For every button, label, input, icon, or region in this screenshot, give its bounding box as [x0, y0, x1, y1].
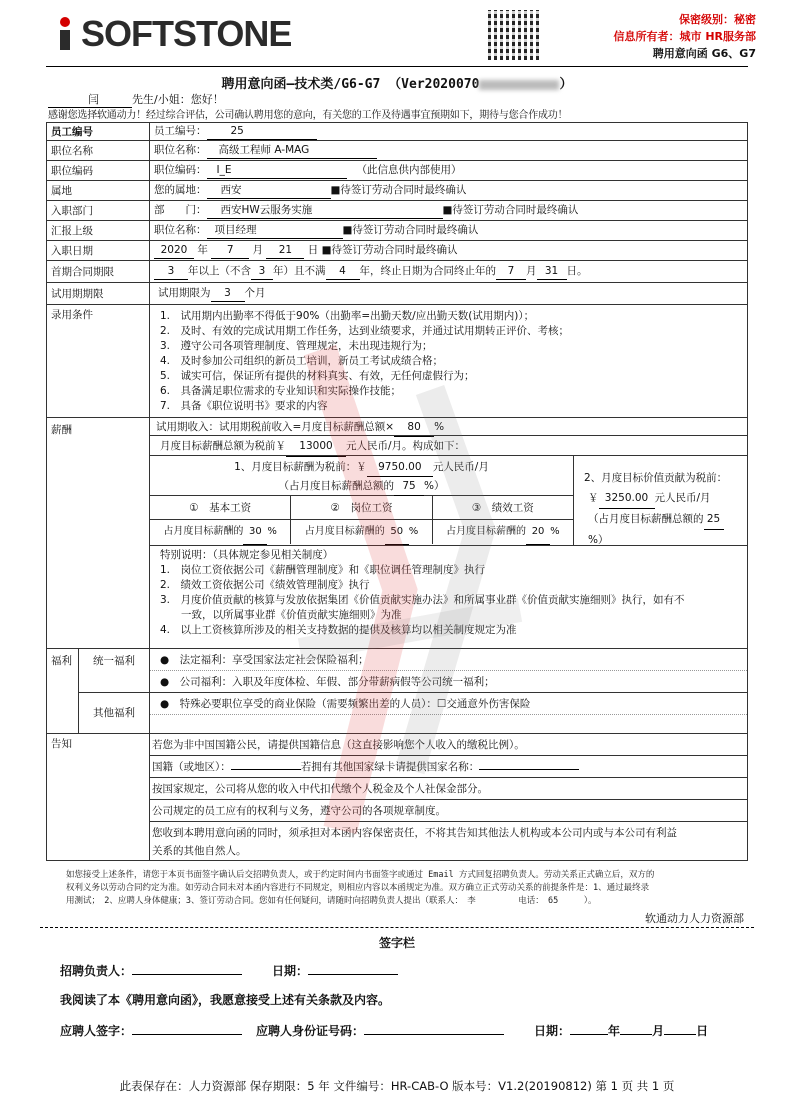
month-field[interactable] — [620, 1034, 652, 1035]
label: 试用期期限 — [47, 283, 150, 305]
condition-item: 7. 具备《职位说明书》要求的内容 — [160, 399, 328, 412]
note-item: 3. 月度价值贡献的核算与发放依据集团《价值贡献实施办法》和所属事业群《价值贡献实施细则》执行，如有不 — [160, 594, 685, 606]
pct: % — [408, 526, 419, 537]
title-text: 聘用意向函—技术类/G6-G7 （Ver2020070 — [221, 77, 480, 92]
page-title — [0, 73, 794, 92]
text: % — [434, 421, 445, 433]
salary-cell — [150, 418, 748, 649]
label: 告知 — [47, 734, 150, 861]
note-item: 1. 岗位工资依据公司《薪酬管理制度》和《职位调任管理制度》执行 — [160, 564, 486, 576]
benefit-row — [150, 693, 747, 715]
monthly-value: 13000 — [286, 436, 346, 457]
recruiter-field[interactable] — [132, 974, 242, 975]
security-label: 保密级别： — [679, 13, 734, 26]
notes-title: 特别说明：（具体规定参见相关制度） — [160, 549, 334, 561]
c3-value: 20 — [526, 520, 550, 545]
notice-confidentiality — [150, 822, 747, 860]
label: 职位名称 — [47, 141, 150, 161]
offer-table — [46, 122, 748, 861]
pos-code-value: I_E — [207, 162, 347, 179]
text: 年以上（不含 — [188, 265, 251, 277]
logo-text: SOFTSTONE — [81, 13, 292, 54]
text: 日 — [696, 1024, 709, 1038]
label: 职位编码 — [47, 161, 150, 181]
text: 日。 — [566, 265, 588, 277]
value: 31 — [537, 263, 567, 280]
doc-kind: 聘用意向函 G6、G7 — [652, 47, 756, 60]
location-value: 西安 — [207, 182, 331, 199]
page-footer: 此表保存在：人力资源部 保存期限：5 年 文件编号：HR-CAB-O 版本号：V1.2(20190812) 第 1 页 共 1 页 — [119, 1079, 675, 1093]
text: 元人民币/月。构成如下： — [346, 440, 466, 452]
text: 元人民币/月 — [654, 492, 711, 504]
trial-income — [150, 418, 747, 436]
security-value: 秘密 — [734, 13, 756, 26]
notice-item: 关系的其他自然人。 — [152, 845, 247, 857]
text: 应聘人签字： — [60, 1024, 133, 1038]
notice-row — [150, 756, 747, 778]
note: ■待签订劳动合同时最终确认 — [330, 184, 467, 196]
month-label: 月 — [252, 244, 264, 256]
id-number-field[interactable] — [364, 1034, 504, 1035]
field: 职位编码： — [154, 164, 207, 176]
value: 4 — [326, 263, 360, 280]
condition-item: 4. 及时参加公司组织的新员工培训，新员工考试成绩合格； — [160, 354, 444, 367]
notice-item: 按国家规定，公司将从您的收入中代扣代缴个人税金及个人社保金部分。 — [150, 778, 747, 800]
text: 月度目标薪酬总额为税前￥ — [160, 440, 286, 452]
salutation: 先生/小姐：您好！ — [132, 93, 224, 106]
component-shares — [150, 520, 573, 544]
label: 福利 — [47, 649, 79, 733]
text: 元人民币/月 — [432, 461, 489, 473]
notice-item: 公司规定的员工应有的权利与义务，遵守公司的各项规章制度。 — [150, 800, 747, 822]
benefit-item: 法定福利：享受国家法定社会保险福利； — [179, 654, 369, 666]
label: 入职部门 — [47, 201, 150, 221]
bullet-icon: ● — [160, 698, 170, 710]
field: 部 门： — [154, 204, 207, 216]
label: 薪酬 — [47, 418, 150, 649]
text: 月 — [652, 1024, 665, 1038]
text: 应聘人身份证号码： — [256, 1024, 365, 1038]
note: （此信息供内部使用） — [356, 164, 462, 176]
text: 日期： — [272, 964, 309, 978]
label: 属地 — [47, 181, 150, 201]
text: 年）且不满 — [273, 265, 326, 277]
fine-line: 如您接受上述条件，请您于本页书面签字确认后交招聘负责人，或于约定时间内书面签字或通过 Email 方式回复招聘负责人。劳动关系正式确立后，双方的 — [66, 870, 655, 880]
bullet-icon: ● — [160, 676, 170, 688]
label: 入职日期 — [47, 241, 150, 261]
p1-share: 75 — [394, 477, 424, 496]
p2-value: 3250.00 — [599, 488, 655, 509]
value-cell — [150, 201, 748, 221]
text: 占月度目标薪酬的 — [163, 526, 244, 537]
condition-item: 3. 遵守公司各项管理制度、管理规定，未出现违规行为； — [160, 339, 433, 352]
header-rule — [46, 66, 748, 67]
condition-item: 1. 试用期内出勤率不得低于90%（出勤率=出勤天数/应出勤天数(试用期内)）； — [160, 309, 535, 322]
row-dept — [47, 201, 748, 221]
text: %） — [424, 480, 445, 492]
row-benefit — [47, 649, 748, 734]
c1-value: 30 — [243, 520, 267, 545]
text: 试用期收入：试用期税前收入=月度目标薪酬总额× — [156, 421, 395, 433]
benefit-item: 特殊必要职位享受的商业保险（需要频繁出差的人员）：☐交通意外伤害保险 — [179, 698, 531, 710]
group-unified: 统一福利 — [79, 649, 149, 693]
applicant-row — [60, 1022, 708, 1039]
candidate-name: 闫 — [48, 91, 132, 108]
field: 职位名称： — [154, 144, 207, 156]
text: 若拥有其他国家绿卡请提供国家名称： — [300, 761, 480, 773]
value-cell — [150, 221, 748, 241]
value-cell — [150, 161, 748, 181]
label: 汇报上级 — [47, 221, 150, 241]
benefit-labels — [47, 649, 149, 733]
fine-line: 用测试； 2、应聘人身体健康；3、签订劳动合同。您如有任何疑问，请随时向招聘负责人提出（联系人： 李 电话： 65 ）。 — [66, 896, 597, 906]
salary-notes — [150, 546, 747, 638]
day-label: 日 — [307, 244, 319, 256]
perf-share — [433, 520, 573, 544]
row-report — [47, 221, 748, 241]
salary-breakdown — [150, 456, 747, 546]
text: 年 — [608, 1024, 621, 1038]
row-contract — [47, 261, 748, 283]
value-cell — [150, 283, 748, 305]
text: 日期： — [534, 1024, 571, 1038]
nationality-field[interactable] — [231, 769, 301, 770]
security-level — [679, 12, 756, 28]
confirm-text: 我阅读了本《聘用意向函》，我愿意接受上述有关条款及内容。 — [60, 993, 391, 1007]
components — [150, 496, 573, 520]
recruiter-date-field[interactable] — [308, 974, 398, 975]
value-cell — [150, 241, 748, 261]
trial-months: 3 — [211, 285, 245, 302]
note: ■待签订劳动合同时最终确认 — [321, 244, 458, 256]
label: 录用条件 — [47, 305, 150, 418]
value: 3 — [251, 263, 273, 280]
dept-value: 西安HW云服务实施 — [207, 202, 443, 219]
value-cell — [150, 261, 748, 283]
field: 员工编号： — [154, 125, 207, 137]
benefit-row — [150, 671, 747, 693]
value: 7 — [496, 263, 526, 280]
emp-no-value: 25 — [207, 123, 317, 140]
value-contribution — [574, 456, 747, 545]
row-pos-name — [47, 141, 748, 161]
conditions-list — [150, 305, 748, 418]
hr-dept-sign: 软通动力人力资源部 — [645, 912, 744, 925]
day-field[interactable] — [664, 1034, 696, 1035]
row-emp-no — [47, 123, 748, 141]
month: 7 — [211, 242, 249, 259]
note-item: 2. 绩效工资依据公司《绩效管理制度》执行 — [160, 579, 370, 591]
value-cell — [150, 123, 748, 141]
base-share — [150, 520, 291, 544]
value: 3 — [154, 263, 188, 280]
text: 国籍（或地区）： — [152, 761, 231, 773]
condition-item: 2. 及时、有效的完成试用期工作任务，达到业绩要求，并通过试用期转正评价、考核； — [160, 324, 570, 337]
text: 占月度目标薪酬的 — [446, 526, 527, 537]
owner-label: 信息所有者： — [613, 30, 680, 43]
post-pay: ② 岗位工资 — [291, 496, 432, 519]
sign-divider — [40, 927, 754, 928]
year: 2020 — [154, 242, 194, 259]
base-pay: ① 基本工资 — [150, 496, 291, 519]
target-pay-head — [150, 456, 573, 496]
monthly-total — [150, 436, 747, 456]
text: （占月度目标薪酬总额的 — [588, 513, 704, 525]
row-conditions — [47, 305, 748, 418]
notice-item: 您收到本聘用意向函的同时，须承担对本函内容保密责任，不将其告知其他法人机构或本公司内或与本公司有利益 — [152, 827, 677, 839]
sign-title: 签字栏 — [378, 936, 415, 950]
label: 首期合同期限 — [47, 261, 150, 283]
bullet-icon: ● — [160, 654, 170, 666]
target-pay — [150, 456, 574, 545]
p2-share: 25 — [704, 509, 724, 530]
value-cell — [150, 181, 748, 201]
year-label: 年 — [197, 244, 208, 256]
value-cell — [150, 141, 748, 161]
applicant-sign-field[interactable] — [132, 1034, 242, 1035]
note-item: 一致，以所属事业群《价值贡献实施细则》为准 — [160, 609, 402, 621]
report-value: 项目经理 — [207, 222, 343, 239]
qr-code-overlay — [488, 10, 540, 60]
row-trial — [47, 283, 748, 305]
logo-mark-icon — [55, 16, 81, 52]
owner-value: 城市 HR服务部 — [679, 30, 756, 43]
note: ■待签订劳动合同时最终确认 — [342, 224, 479, 236]
field: 您的属地： — [154, 184, 207, 196]
company-logo — [55, 13, 292, 54]
redacted — [479, 80, 559, 90]
notice-item: 若您为非中国国籍公民，请提供国籍信息（这直接影响您个人收入的缴税比例）。 — [150, 734, 747, 756]
p2-title: 2、月度目标价值贡献为税前： — [584, 472, 728, 484]
trial-pct: 80 — [394, 418, 434, 437]
info-owner — [613, 29, 756, 45]
c2-value: 50 — [385, 520, 409, 545]
year-field[interactable] — [570, 1034, 608, 1035]
fine-print — [66, 869, 746, 908]
benefit-row — [150, 649, 747, 671]
row-notice — [47, 734, 748, 861]
text: 占月度目标薪酬的 — [304, 526, 385, 537]
group-other: 其他福利 — [93, 707, 135, 719]
field: 职位名称： — [154, 224, 207, 236]
benefit-label-cell — [47, 649, 150, 734]
pos-name-value: 高级工程师 A-MAG — [207, 142, 377, 159]
note: ■待签订劳动合同时最终确认 — [442, 204, 579, 216]
p1-value: 9750.00 — [367, 458, 433, 477]
text: %） — [588, 534, 609, 546]
condition-item: 6. 具备满足职位需求的专业知识和实际操作技能； — [160, 384, 402, 397]
benefit-items — [150, 649, 748, 734]
row-pos-code — [47, 161, 748, 181]
text: 试用期限为 — [158, 287, 211, 299]
greencard-field[interactable] — [479, 769, 579, 770]
text: （占月度目标薪酬总额的 — [278, 480, 394, 492]
text: 年，终止日期为合同终止年的 — [359, 265, 496, 277]
text: 1、月度目标薪酬为税前：￥ — [234, 461, 367, 473]
day: 21 — [266, 242, 304, 259]
perf-pay: ③ 绩效工资 — [471, 502, 534, 514]
fine-line: 权利义务以劳动合同约定为准。如劳动合同未对本函内容进行不同规定，则相应内容以本函规定为准。双方确立正式劳动关系的前提条件是：1、通过最终录 — [66, 883, 650, 893]
pct: % — [550, 526, 560, 537]
pct: % — [267, 526, 277, 537]
text: 月 — [526, 265, 537, 277]
row-location — [47, 181, 748, 201]
post-share — [291, 520, 432, 544]
recruiter-row — [60, 962, 398, 979]
title-end: ） — [559, 77, 573, 92]
note-item: 4. 以上工资核算所涉及的相关支持数据的提供及核算均以相关制度规定为准 — [160, 624, 517, 636]
currency: ￥ — [588, 492, 599, 504]
label: 员工编号 — [47, 123, 150, 141]
row-salary — [47, 418, 748, 649]
notice-items — [150, 734, 748, 861]
text: 个月 — [244, 287, 266, 299]
condition-item: 5. 诚实可信，保证所有提供的材料真实、有效，无任何虚假行为； — [160, 369, 475, 382]
benefit-item: 公司福利：入职及年度体检、年假、部分带薪病假等公司统一福利； — [179, 676, 495, 688]
greeting-body: 感谢您选择软通动力！经过综合评估，公司确认聘用您的意向，有关您的工作及待遇事宜预期如下，期待与您合作成功！ — [48, 110, 568, 121]
row-date — [47, 241, 748, 261]
text: 招聘负责人： — [60, 964, 133, 978]
